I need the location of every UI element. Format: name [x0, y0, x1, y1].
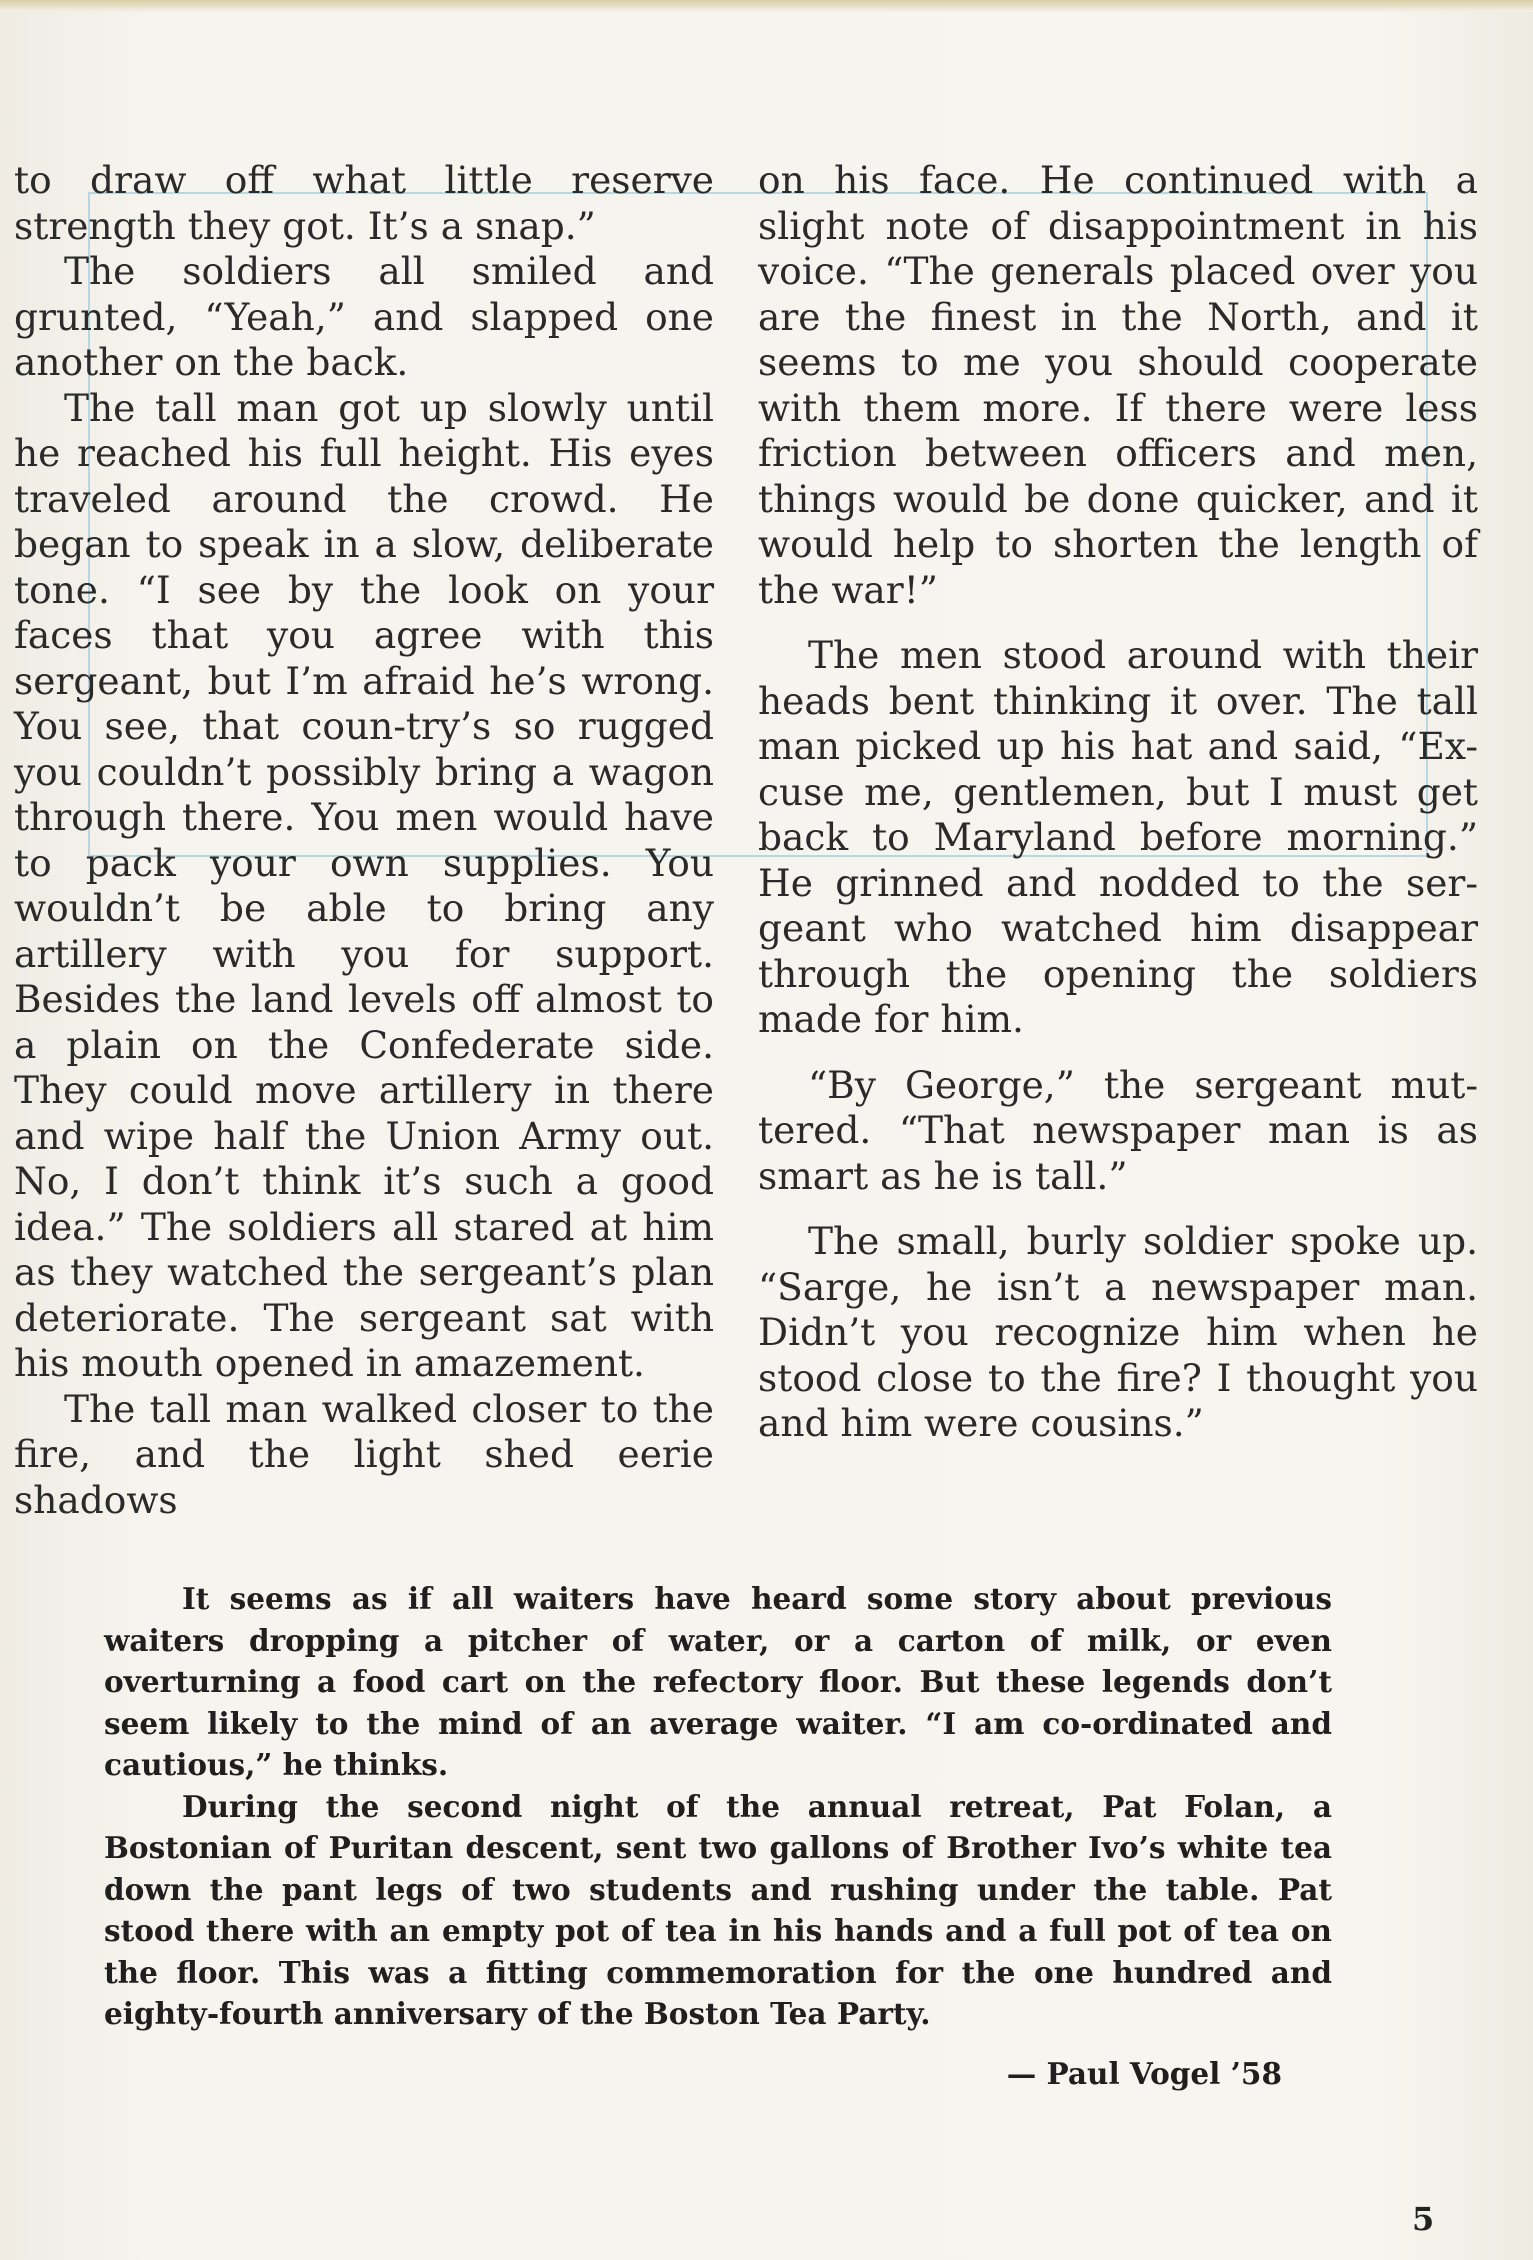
story-paragraph: The soldiers all smiled and grunted, “Yeah,” and slapped one another on the back. [14, 249, 714, 384]
story-paragraph: The men stood around with their heads bent thinking it over. The tall man picked up his hat and said, “Ex-cuse me, gentlemen, but I must get back to Maryland before morning.” He grinned and nodded to the ser-geant who watched him disappear through the opening the soldiers made for him. [758, 633, 1478, 1041]
story-right-column [758, 158, 1478, 1447]
story-paragraph: “By George,” the sergeant mut-tered. “That newspaper man is as smart as he is tall.” [758, 1062, 1478, 1198]
author-signature: — Paul Vogel ’58 [1006, 2055, 1282, 2091]
story-paragraph: The tall man walked closer to the fire, and the light shed eerie shadows [14, 1386, 714, 1522]
story-paragraph: The small, burly soldier spoke up. “Sarge, he isn’t a newspaper man. Didn’t you recognize him when he stood close to the fire? I thought you and him were cousins.” [758, 1219, 1478, 1445]
story-paragraph: to draw off what little reserve strength they got. It’s a snap.” [14, 158, 714, 248]
page-top-edge [0, 0, 1533, 12]
page-number: 5 [1412, 2200, 1435, 2238]
sidebar-paragraph: It seems as if all waiters have heard some story about previous waiters dropping a pitcher of water, or a carton of milk, or even overturning a food cart on the refectory floor. But these legends don’t seem likely to the mind of an average waiter. “I am co-ordinated and cautious,” he thinks. [104, 1581, 1332, 1782]
story-left-column [14, 158, 714, 1523]
sidebar-paragraph: During the second night of the annual retreat, Pat Folan, a Bostonian of Puritan descent, sent two gallons of Brother Ivo’s white tea down the pant legs of two students and rushing under the table. Pat stood there with an empty pot of tea in his hands and a full pot of tea on the floor. This was a fitting commemoration for the one hundred and eighty-fourth anniversary of the Boston Tea Party. [104, 1788, 1332, 2031]
story-paragraph: on his face. He continued with a slight note of disappointment in his voice. “The generals placed over you are the finest in the North, and it seems to me you should cooperate with them more. If there were less friction between officers and men, things would be done quicker, and it would help to shorten the length of the war!” [758, 158, 1478, 612]
anecdote-sidebar [104, 1578, 1332, 2094]
story-paragraph: The tall man got up slowly until he reached his full height. His eyes traveled around the crowd. He began to speak in a slow, deliberate tone. “I see by the look on your faces that you agree with this sergeant, but I’m afraid he’s wrong. You see, that coun-try’s so rugged you couldn’t possibly bring a wagon through there. You men would have to pack your own supplies. You wouldn’t be able to bring any artillery with you for support. Besides the land levels off almost to a plain on the Confederate side. They could move artillery in there and wipe half the Union Army out. No, I don’t think it’s such a good idea.” The soldiers all stared at him as they watched the sergeant’s plan deteriorate. The sergeant sat with his mouth opened in amazement. [14, 385, 714, 1385]
